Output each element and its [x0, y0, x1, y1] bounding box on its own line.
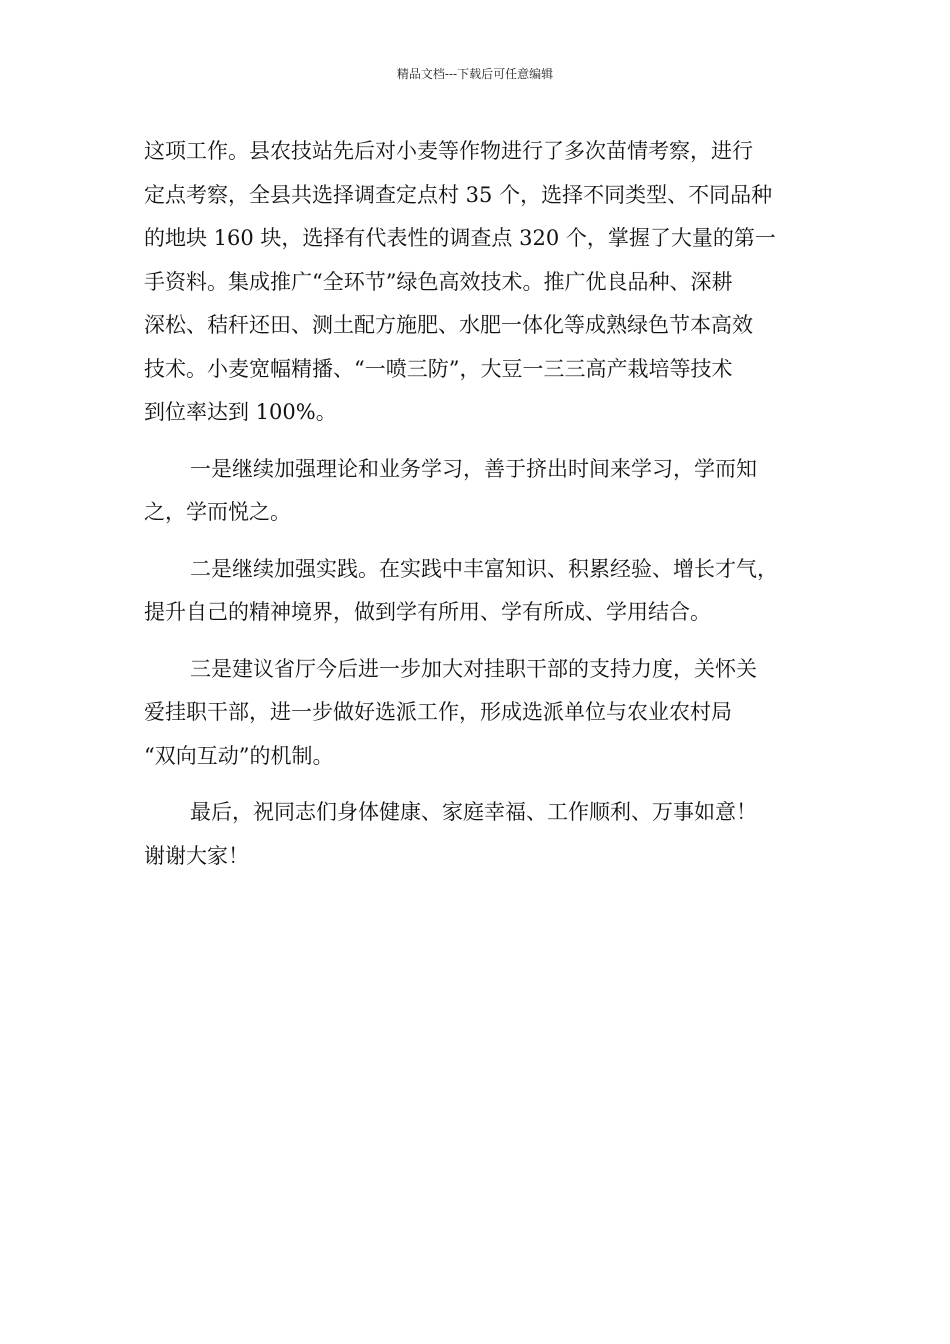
- text-line: 爱挂职干部，进一步做好选派工作，形成选派单位与农业农村局: [144, 700, 732, 724]
- text-line: 二是继续加强实践。在实践中丰富知识、积累经验、增长才气，: [190, 556, 778, 581]
- text-line: 这项工作。县农技站先后对小麦等作物进行了多次苗情考察，进行: [144, 139, 753, 163]
- text-line: 谢谢大家！: [144, 843, 249, 868]
- text-line: 定点考察，全县共选择调查定点村 35 个，选择不同类型、不同品种: [144, 182, 773, 207]
- document-body: [144, 130, 810, 878]
- text-line: 三是建议省厅今后进一步加大对挂职干部的支持力度，关怀关: [190, 656, 757, 681]
- text-line: 技术。小麦宽幅精播、“一喷三防”，大豆一三三高产栽培等技术: [144, 356, 733, 381]
- paragraph-closing: [144, 791, 810, 878]
- text-line: 手资料。集成推广“全环节”绿色高效技术。推广优良品种、深耕: [144, 269, 733, 294]
- text-line: “双向互动”的机制。: [144, 743, 334, 768]
- text-line: 之，学而悦之。: [144, 500, 291, 524]
- paragraph-practice: [144, 548, 810, 635]
- paragraph-suggestion: [144, 648, 810, 779]
- page-header: 精品文档---下载后可任意编辑: [396, 67, 554, 81]
- text-line: 的地块 160 块，选择有代表性的调查点 320 个，掌握了大量的第一: [144, 226, 776, 250]
- paragraph-tech-promotion: [144, 130, 810, 435]
- text-line: 深松、秸秆还田、测土配方施肥、水肥一体化等成熟绿色节本高效: [144, 313, 753, 337]
- text-line: 一是继续加强理论和业务学习，善于挤出时间来学习，学而知: [190, 456, 757, 481]
- text-line: 提升自己的精神境界，做到学有所用、学有所成、学用结合。: [144, 600, 711, 624]
- text-line: 最后，祝同志们身体健康、家庭幸福、工作顺利、万事如意！: [190, 800, 757, 824]
- paragraph-study: [144, 448, 810, 535]
- text-line: 到位率达到 100%。: [144, 400, 337, 424]
